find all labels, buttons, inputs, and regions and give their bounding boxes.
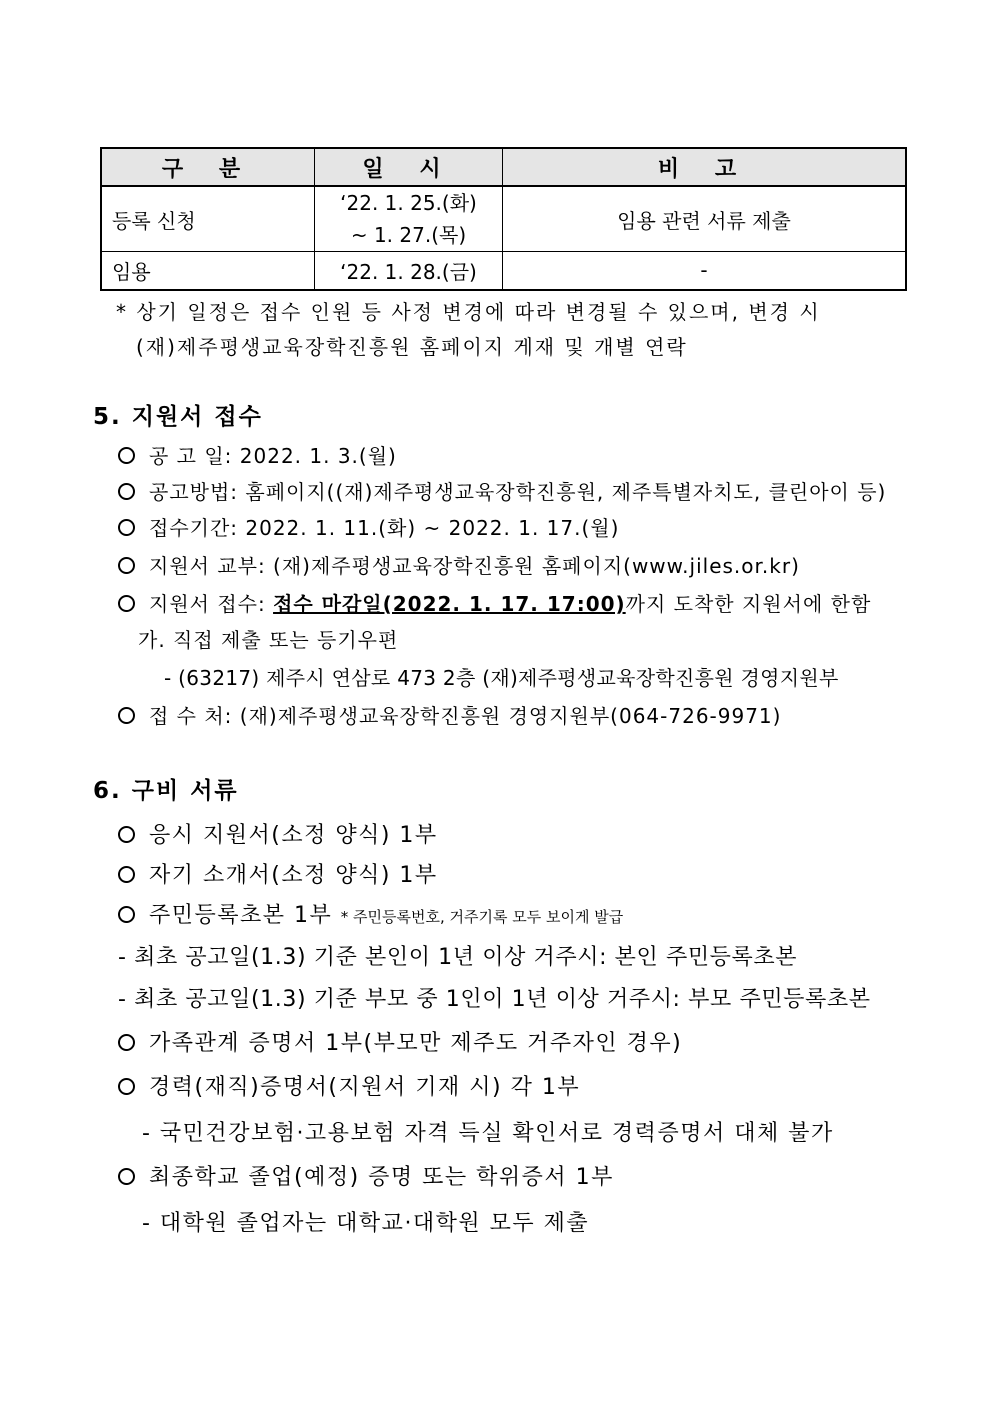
table-row xyxy=(101,186,906,252)
section6-title: 6. 구비 서류 xyxy=(93,778,239,804)
table-header-row xyxy=(101,148,906,186)
circle-bullet-icon xyxy=(118,1034,135,1051)
circle-bullet-icon xyxy=(118,707,135,724)
date-line: ‘22. 1. 25.(화) xyxy=(340,191,477,215)
section5-title: 5. 지원서 접수 xyxy=(93,404,263,430)
list-item xyxy=(118,858,438,889)
circle-bullet-icon xyxy=(118,1168,135,1185)
list-item xyxy=(118,818,438,849)
row-date: ‘22. 1. 28.(금) xyxy=(315,252,503,290)
circle-bullet-icon xyxy=(118,447,135,464)
list-item xyxy=(118,440,397,469)
circle-bullet-icon xyxy=(118,483,135,500)
submission-address: - (63217) 제주시 연삼로 473 2층 (재)제주평생교육장학진흥원 경영지원부 xyxy=(164,666,839,690)
schedule-note-line1: * 상기 일정은 접수 인원 등 사정 변경에 따라 변경될 수 있으며, 변경 시 xyxy=(116,300,821,324)
list-item xyxy=(118,700,781,729)
item-text: 공 고 일: 2022. 1. 3.(월) xyxy=(149,444,397,468)
schedule-table xyxy=(100,147,907,291)
list-item xyxy=(118,1026,682,1057)
sub-item: - 최초 공고일(1.3) 기준 본인이 1년 이상 거주시: 본인 주민등록초본 xyxy=(118,945,798,970)
sub-item: - 대학원 졸업자는 대학교·대학원 모두 제출 xyxy=(142,1211,590,1236)
receipt-suffix: 까지 도착한 지원서에 한함 xyxy=(625,592,872,616)
row-remark: - xyxy=(503,252,907,290)
list-item xyxy=(118,1160,614,1191)
receipt-prefix: 지원서 접수: xyxy=(149,592,274,616)
item3-note: * 주민등록번호, 거주기록 모두 보이게 발급 xyxy=(340,908,624,926)
circle-bullet-icon xyxy=(118,866,135,883)
item-text: 접수기간: 2022. 1. 11.(화) ~ 2022. 1. 17.(월) xyxy=(149,516,620,540)
circle-bullet-icon xyxy=(118,519,135,536)
circle-bullet-icon xyxy=(118,906,135,923)
list-item xyxy=(118,1070,580,1101)
date-line: ~ 1. 27.(목) xyxy=(350,223,467,247)
header-category: 구 분 xyxy=(101,148,315,186)
sub-item: - 국민건강보험·고용보험 자격 득실 확인서로 경력증명서 대체 불가 xyxy=(142,1121,834,1146)
item-text: 경력(재직)증명서(지원서 기재 시) 각 1부 xyxy=(149,1075,581,1100)
item-text: 응시 지원서(소정 양식) 1부 xyxy=(149,823,438,848)
list-item xyxy=(118,512,619,541)
table-row xyxy=(101,252,906,290)
circle-bullet-icon xyxy=(118,595,135,612)
sub-item: - 최초 공고일(1.3) 기준 부모 중 1인이 1년 이상 거주시: 부모 주민등록초본 xyxy=(118,987,871,1012)
list-item xyxy=(118,476,886,505)
item-text: 지원서 교부: (재)제주평생교육장학진흥원 홈페이지(www.jiles.or.kr) xyxy=(149,554,800,578)
row-category: 등록 신청 xyxy=(101,186,315,252)
list-item xyxy=(118,550,800,579)
row-date xyxy=(315,186,503,252)
item-text: 주민등록초본 1부 xyxy=(149,903,333,928)
item-text: 접 수 처: (재)제주평생교육장학진흥원 경영지원부(064-726-9971) xyxy=(149,704,782,728)
header-date: 일 시 xyxy=(315,148,503,186)
list-item-receipt xyxy=(118,588,871,617)
item-text: 공고방법: 홈페이지((재)제주평생교육장학진흥원, 제주특별자치도, 클린아이 등) xyxy=(149,480,887,504)
item-text: 자기 소개서(소정 양식) 1부 xyxy=(149,863,438,888)
circle-bullet-icon xyxy=(118,557,135,574)
item-text: 가족관계 증명서 1부(부모만 제주도 거주자인 경우) xyxy=(149,1031,683,1056)
submission-method: 가. 직접 제출 또는 등기우편 xyxy=(138,628,399,652)
item-text: 최종학교 졸업(예정) 증명 또는 학위증서 1부 xyxy=(149,1165,614,1190)
schedule-note-line2: (재)제주평생교육장학진흥원 홈페이지 게재 및 개별 연락 xyxy=(136,335,688,359)
circle-bullet-icon xyxy=(118,826,135,843)
circle-bullet-icon xyxy=(118,1078,135,1095)
receipt-deadline: 접수 마감일(2022. 1. 17. 17:00) xyxy=(273,592,626,616)
list-item xyxy=(118,898,623,929)
row-remark: 임용 관련 서류 제출 xyxy=(503,186,907,252)
header-remark: 비 고 xyxy=(503,148,907,186)
row-category: 임용 xyxy=(101,252,315,290)
